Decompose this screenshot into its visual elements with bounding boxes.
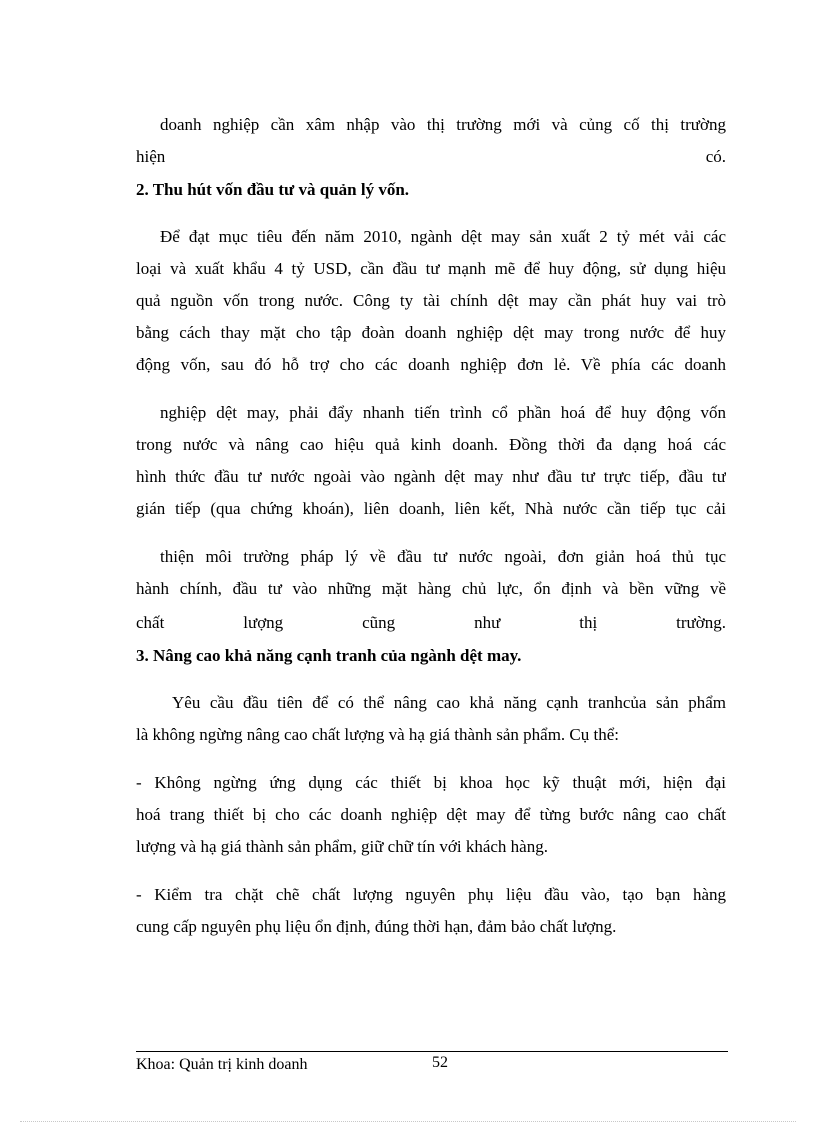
page-number: 52: [432, 1054, 448, 1071]
footer-department: Khoa: Quản trị kinh doanh: [136, 1056, 308, 1073]
body-line: chất lượng cũng như thị trường.: [136, 613, 726, 632]
body-line: là không ngừng nâng cao chất lượng và hạ giá thành sản phẩm. Cụ thể:: [136, 725, 619, 744]
body-line: hình thức đầu tư nước ngoài vào ngành dệt may như đầu tư trực tiếp, đầu tư: [136, 467, 726, 486]
bullet-item: - Kiểm tra chặt chẽ chất lượng nguyên phụ liệu đầu vào, tạo bạn hàng: [136, 885, 726, 904]
page-edge: [20, 1121, 796, 1122]
footer-divider: [136, 1051, 728, 1052]
body-line: nghiệp dệt may, phải đẩy nhanh tiến trình cổ phần hoá để huy động vốn: [160, 403, 726, 422]
body-line: gián tiếp (qua chứng khoán), liên doanh, liên kết, Nhà nước cần tiếp tục cải: [136, 499, 726, 518]
body-line: thiện môi trường pháp lý về đầu tư nước ngoài, đơn giản hoá thủ tục: [160, 547, 726, 566]
section-heading-3: 3. Nâng cao khả năng cạnh tranh của ngành dệt may.: [136, 646, 522, 665]
body-line: hiện có.: [136, 147, 726, 166]
body-line: doanh nghiệp cần xâm nhập vào thị trường mới và củng cố thị trường: [160, 115, 726, 134]
section-heading-2: 2. Thu hút vốn đầu tư và quản lý vốn.: [136, 180, 410, 199]
body-line: bằng cách thay mặt cho tập đoàn doanh nghiệp dệt may trong nước để huy: [136, 323, 726, 342]
body-line: quả nguồn vốn trong nước. Công ty tài chính dệt may cần phát huy vai trò: [136, 291, 726, 310]
body-line: Để đạt mục tiêu đến năm 2010, ngành dệt may sản xuất 2 tỷ mét vải các: [160, 227, 726, 246]
body-line: loại và xuất khẩu 4 tỷ USD, cần đầu tư mạnh mẽ để huy động, sử dụng hiệu: [136, 259, 726, 278]
body-line: Yêu cầu đầu tiên để có thể nâng cao khả năng cạnh tranhcủa sản phẩm: [172, 693, 726, 712]
document-page: [136, 0, 726, 1123]
body-line: động vốn, sau đó hỗ trợ cho các doanh nghiệp đơn lẻ. Về phía các doanh: [136, 355, 726, 374]
body-line: trong nước và nâng cao hiệu quả kinh doanh. Đồng thời đa dạng hoá các: [136, 435, 726, 454]
body-line: hoá trang thiết bị cho các doanh nghiệp dệt may để từng bước nâng cao chất: [136, 805, 726, 824]
body-line: cung cấp nguyên phụ liệu ổn định, đúng thời hạn, đảm bảo chất lượng.: [136, 917, 617, 936]
body-line: hành chính, đầu tư vào những mặt hàng chủ lực, ổn định và bền vững về: [136, 579, 726, 598]
body-line: lượng và hạ giá thành sản phẩm, giữ chữ tín với khách hàng.: [136, 837, 548, 856]
bullet-item: - Không ngừng ứng dụng các thiết bị khoa học kỹ thuật mới, hiện đại: [136, 773, 726, 792]
